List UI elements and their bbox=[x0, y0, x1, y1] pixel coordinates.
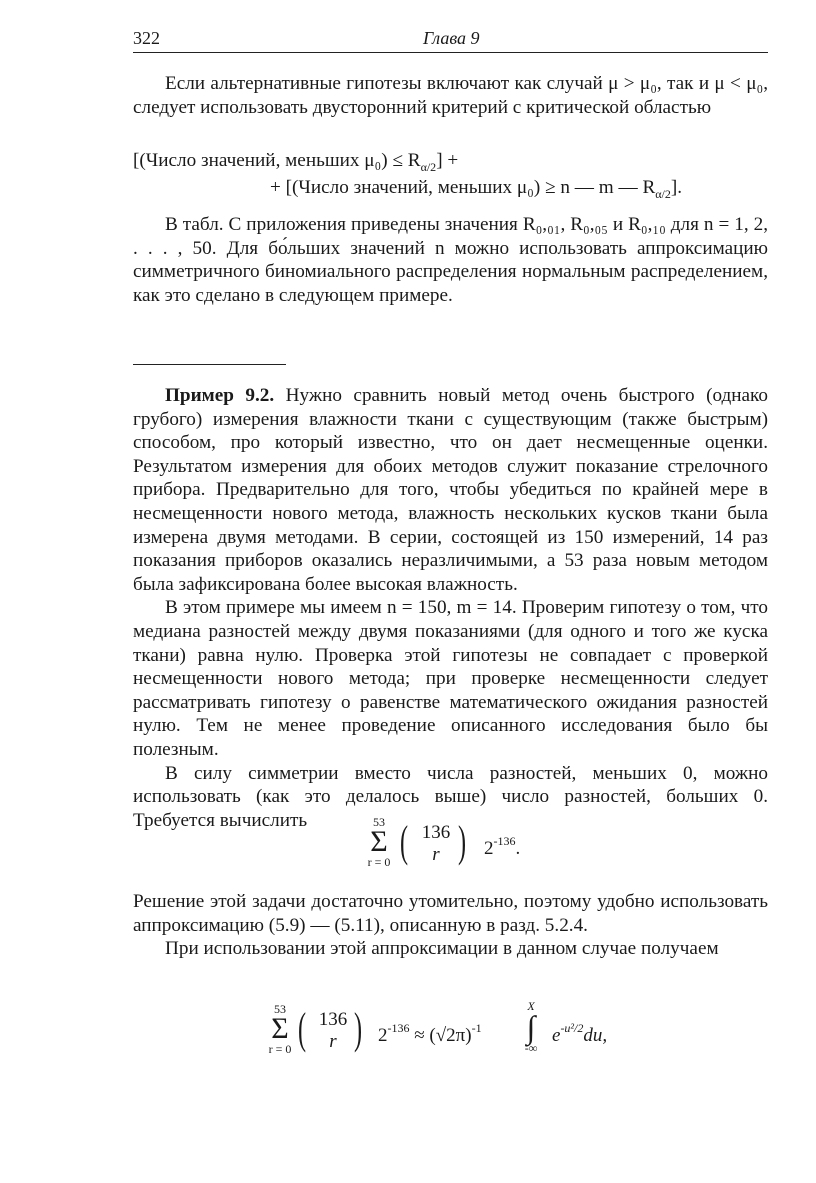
integrand-base: e bbox=[552, 1025, 561, 1046]
solution-paragraph bbox=[133, 890, 768, 961]
integral-sign: ∫ bbox=[526, 1009, 536, 1045]
power2-base: 2 bbox=[378, 1025, 388, 1046]
binomial-coefficient bbox=[414, 822, 458, 866]
sum-sign: Σ bbox=[370, 825, 388, 858]
binom2-bottom: r bbox=[329, 1031, 337, 1052]
table-note-text: В табл. С приложения приведены значения R₀,₀₁, R₀,₀₅ и R₀,₁₀ для n = 1, 2, . . . , 50. Для бо́льших значений n можно использовать аппроксимацию симметричного биномиального распределения нормальным распределением, как это сделано в следующем примере. bbox=[133, 214, 768, 306]
sum-operator bbox=[362, 816, 396, 868]
sum2-sign: Σ bbox=[271, 1012, 289, 1045]
integrand-exponent: -u²/2 bbox=[560, 1021, 584, 1035]
approximation-text: При использовании этой аппроксимации в данном случае получаем bbox=[165, 938, 719, 960]
sum-upper-limit: 53 bbox=[373, 815, 385, 829]
left-paren: ( bbox=[400, 817, 409, 866]
integrand bbox=[552, 1021, 607, 1047]
formula-line1-end: ] + bbox=[436, 150, 459, 171]
formula-line2-text: + [(Число значений, меньших μ₀) ≥ n — m — R bbox=[270, 177, 656, 198]
power-and-constant bbox=[378, 1021, 482, 1047]
chapter-title: Глава 9 bbox=[423, 28, 480, 48]
intro-text: Если альтернативные гипотезы включают как случай μ > μ₀, так и μ < μ₀, следует использовать двусторонний критерий с критической областью bbox=[133, 73, 768, 118]
power-exponent: -136 bbox=[493, 834, 516, 848]
integral-operator bbox=[516, 1000, 546, 1054]
header-rule bbox=[133, 52, 768, 53]
sum-lower-limit: r = 0 bbox=[367, 855, 391, 869]
criterion-formula-line1 bbox=[133, 150, 458, 175]
page-number: 322 bbox=[133, 28, 160, 48]
right-paren: ) bbox=[458, 817, 467, 866]
integral-upper-limit: X bbox=[527, 999, 535, 1013]
binom2-top: 136 bbox=[318, 1009, 348, 1030]
sum2-lower-limit: r = 0 bbox=[268, 1042, 292, 1056]
intro-paragraph bbox=[133, 72, 768, 119]
approx-exponent: -1 bbox=[471, 1021, 482, 1035]
sum-operator-2 bbox=[263, 1003, 297, 1055]
sum2-upper-limit: 53 bbox=[274, 1002, 286, 1016]
binom-bottom: r bbox=[432, 844, 440, 865]
example-paragraph-1 bbox=[133, 384, 768, 596]
section-separator bbox=[133, 364, 286, 365]
example-text-1: Нужно сравнить новый метод очень быстрого (однако грубого) измерения влажности ткани с существующим (также быстрым) способом, про который известно, что он дает несмещенные оценки. Результатом измерения для обоих методов служит показание стрелочного прибора. Предварительно для того, чтобы убедиться по крайней мере в несмещенности нового метода, влажность нескольких кусков ткани была измерена двумя методами. В серии, состоящей из 150 измерений, 14 раз показания приборов оказались неразличимыми, а 53 раза новым методом была зафиксирована более высокая влажность. bbox=[133, 385, 768, 595]
integrand-differential: du, bbox=[583, 1025, 608, 1046]
formula-line1-text: [(Число значений, меньших μ₀) ≤ R bbox=[133, 150, 421, 171]
right-paren-2: ) bbox=[354, 1004, 363, 1053]
binomial-coefficient-2 bbox=[311, 1009, 355, 1053]
example-block bbox=[133, 384, 768, 832]
integral-lower-limit: -∞ bbox=[524, 1041, 538, 1055]
running-header bbox=[133, 28, 768, 52]
power-base: 2 bbox=[484, 838, 494, 859]
criterion-formula-line2 bbox=[270, 177, 682, 202]
example-label: Пример 9.2. bbox=[165, 385, 275, 406]
power-term bbox=[484, 834, 520, 860]
table-note-paragraph bbox=[133, 213, 768, 307]
binom-top: 136 bbox=[421, 822, 451, 843]
formula-line1-sub: α/2 bbox=[420, 159, 437, 174]
power2-exponent: -136 bbox=[387, 1021, 410, 1035]
solution-text: Решение этой задачи достаточно утомительно, поэтому удобно использовать аппроксимацию (5.9) — (5.11), описанную в разд. 5.2.4. bbox=[133, 891, 768, 936]
formula-line2-sub: α/2 bbox=[655, 186, 671, 201]
example-paragraph-2: В этом примере мы имеем n = 150, m = 14. Проверим гипотезу о том, что медиана разностей между двумя показаниями (для одного и того же куска ткани) равна нулю. Проверка этой гипотезы не совпадает с проверкой несмещенности нового метода; при проверке несмещенности следует рассматривать гипотезу о равенстве математического ожидания разностей нулю. Тем не менее проведение описанного исследования было бы полезным. bbox=[133, 597, 768, 760]
formula-line2-end: ]. bbox=[670, 177, 683, 198]
approx-constant: ≈ (√2π) bbox=[414, 1025, 472, 1046]
left-paren-2: ( bbox=[298, 1004, 307, 1053]
formula-period: . bbox=[515, 838, 521, 859]
example-paragraph-3: В силу симметрии вместо числа разностей, меньших 0, можно использовать (как это делалось выше) число разностей, больших 0. Требуется вычислить bbox=[133, 762, 768, 831]
